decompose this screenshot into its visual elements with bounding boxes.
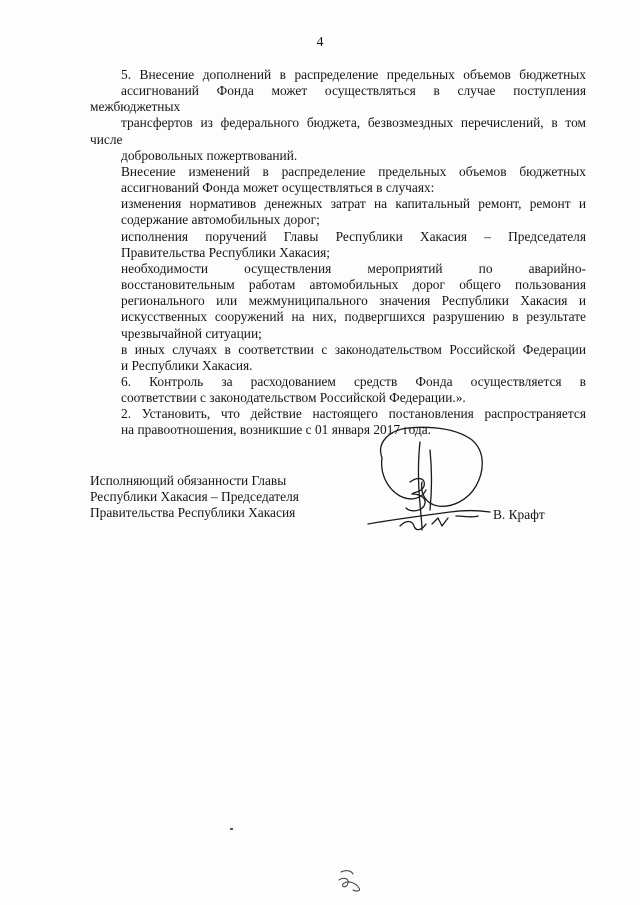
text-line: изменения нормативов денежных затрат на капитальный ремонт, ремонт и [121, 196, 586, 212]
document-body [90, 67, 586, 439]
text-line: трансфертов из федерального бюджета, безвозмездных перечислений, в том числе [90, 115, 586, 147]
signatory-title-line: Республики Хакасия – Председателя [90, 489, 299, 505]
paragraph-case-3 [90, 261, 586, 342]
paragraph-6 [90, 374, 586, 406]
text-line: 5. Внесение дополнений в распределение предельных объемов бюджетных [121, 67, 586, 82]
page-number: 4 [316, 35, 324, 50]
paragraph-2 [90, 406, 586, 438]
signatory-title-line: Правительства Республики Хакасия [90, 505, 296, 521]
text-line: содержание автомобильных дорог; [121, 212, 320, 228]
text-line: 6. Контроль за расходованием средств Фонда осуществляется в [121, 373, 586, 389]
text-line: 2. Установить, что действие настоящего постановления распространяется [121, 406, 586, 422]
text-line: ассигнований Фонда может осуществляться в случаях: [121, 180, 435, 196]
text-line: исполнения поручений Главы Республики Хакасия – Председателя [121, 228, 586, 244]
text-line: искусственных сооружений на них, подвергшихся разрушению в результате [121, 309, 586, 325]
scan-speck [230, 828, 233, 830]
scribble-mark [335, 868, 365, 894]
text-line: добровольных пожертвований. [121, 147, 298, 163]
text-line: Правительства Республики Хакасия; [121, 244, 330, 260]
paragraph-5 [90, 67, 586, 164]
text-line: в иных случаях в соответствии с законодательством Российской Федерации [121, 341, 586, 357]
signatory-name: В. Крафт [493, 507, 545, 522]
text-line: восстановительным работам автомобильных дорог общего пользования [121, 277, 586, 293]
text-line: ассигнований Фонда может осуществляться в случае поступления межбюджетных [90, 83, 586, 115]
signatory-title-line: Исполняющий обязанности Главы [90, 473, 287, 488]
text-line: регионального или межмуниципального значения Республики Хакасия и [121, 293, 586, 309]
text-line: на правоотношения, возникшие с 01 января 2017 года. [121, 422, 432, 438]
handwritten-signature [360, 420, 500, 540]
paragraph-case-2 [90, 229, 586, 261]
text-line: необходимости осуществления мероприятий по аварийно- [121, 260, 586, 276]
paragraph-changes-intro [90, 164, 586, 196]
paragraph-case-4 [90, 342, 586, 374]
text-line: соответствии с законодательством Российской Федерации.». [121, 390, 466, 406]
paragraph-case-1 [90, 196, 586, 228]
text-line: и Республики Хакасия. [121, 357, 253, 373]
text-line: чрезвычайной ситуации; [121, 325, 262, 341]
signatory-title [90, 473, 299, 522]
text-line: Внесение изменений в распределение предельных объемов бюджетных [121, 163, 586, 179]
